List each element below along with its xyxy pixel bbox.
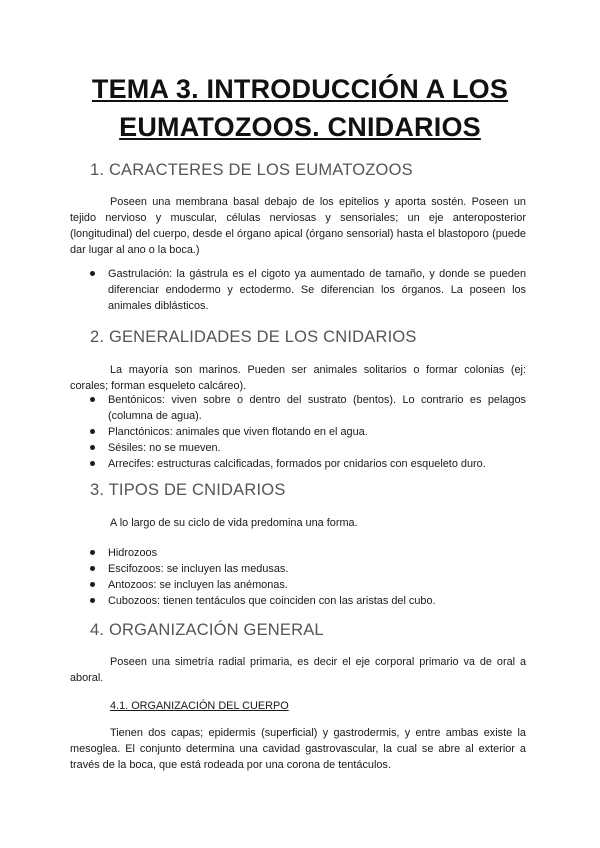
subsection-heading: 4.1. ORGANIZACIÓN DEL CUERPO bbox=[110, 700, 289, 712]
title-line-2: EUMATOZOOS. CNIDARIOS bbox=[119, 112, 481, 142]
section-4-paragraph: Poseen una simetría radial primaria, es decir el eje corporal primario va de oral a aboral. bbox=[70, 656, 526, 684]
bullet-icon bbox=[90, 598, 95, 603]
list-item: Arrecifes: estructuras calcificadas, formados por cnidarios con esqueleto duro. bbox=[90, 456, 526, 472]
section-4-heading: 4. ORGANIZACIÓN GENERAL bbox=[90, 621, 324, 639]
list-item: Sésiles: no se mueven. bbox=[90, 440, 526, 456]
list-item: Bentónicos: viven sobre o dentro del sustrato (bentos). Lo contrario es pelagos (columna de agua). bbox=[90, 392, 526, 424]
list-item: Cubozoos: tienen tentáculos que coinciden con las aristas del cubo. bbox=[90, 593, 526, 609]
title-line-1: TEMA 3. INTRODUCCIÓN A LOS bbox=[91, 74, 509, 104]
bullet-icon bbox=[90, 550, 95, 555]
section-3-heading: 3. TIPOS DE CNIDARIOS bbox=[90, 481, 286, 499]
bullet-icon bbox=[90, 445, 95, 450]
bullet-icon bbox=[90, 397, 95, 402]
document-title bbox=[40, 70, 560, 146]
section-1-bullets bbox=[90, 266, 526, 314]
section-1-heading: 1. CARACTERES DE LOS EUMATOZOOS bbox=[90, 161, 413, 179]
list-item: Escifozoos: se incluyen las medusas. bbox=[90, 561, 526, 577]
list-item: Planctónicos: animales que viven flotando en el agua. bbox=[90, 424, 526, 440]
bullet-icon bbox=[90, 582, 95, 587]
bullet-icon bbox=[90, 461, 95, 466]
section-2-heading: 2. GENERALIDADES DE LOS CNIDARIOS bbox=[90, 328, 417, 346]
section-3-bullets bbox=[90, 545, 526, 609]
section-2-bullets bbox=[90, 392, 526, 472]
section-2-paragraph: La mayoría son marinos. Pueden ser animales solitarios o formar colonias (ej: corales; forman esqueleto calcáreo). bbox=[70, 364, 526, 392]
bullet-icon bbox=[90, 566, 95, 571]
section-1-paragraph: Poseen una membrana basal debajo de los epitelios y aporta sostén. Poseen un tejido nervioso y muscular, células nerviosas y sensoriales; un eje anteroposterior (longitudinal) del cuerpo, desde el órgano apical (órgano sensorial) hasta el blastoporo (puede dar lugar al ano o la boca.) bbox=[70, 196, 526, 256]
section-3-paragraph: A lo largo de su ciclo de vida predomina una forma. bbox=[110, 517, 358, 529]
bullet-icon bbox=[90, 429, 95, 434]
list-item: Gastrulación: la gástrula es el cigoto ya aumentado de tamaño, y donde se pueden diferenciar endodermo y ectodermo. Se diferencian los órganos. La poseen los animales diblásticos. bbox=[90, 266, 526, 314]
section-4-paragraph-2: Tienen dos capas; epidermis (superficial) y gastrodermis, y entre ambas existe la mesoglea. El conjunto determina una cavidad gastrovascular, la cual se abre al exterior a través de la boca, que está rodeada por una corona de tentáculos. bbox=[70, 727, 526, 771]
bullet-icon bbox=[90, 271, 95, 276]
list-item: Hidrozoos bbox=[90, 545, 526, 561]
list-item: Antozoos: se incluyen las anémonas. bbox=[90, 577, 526, 593]
